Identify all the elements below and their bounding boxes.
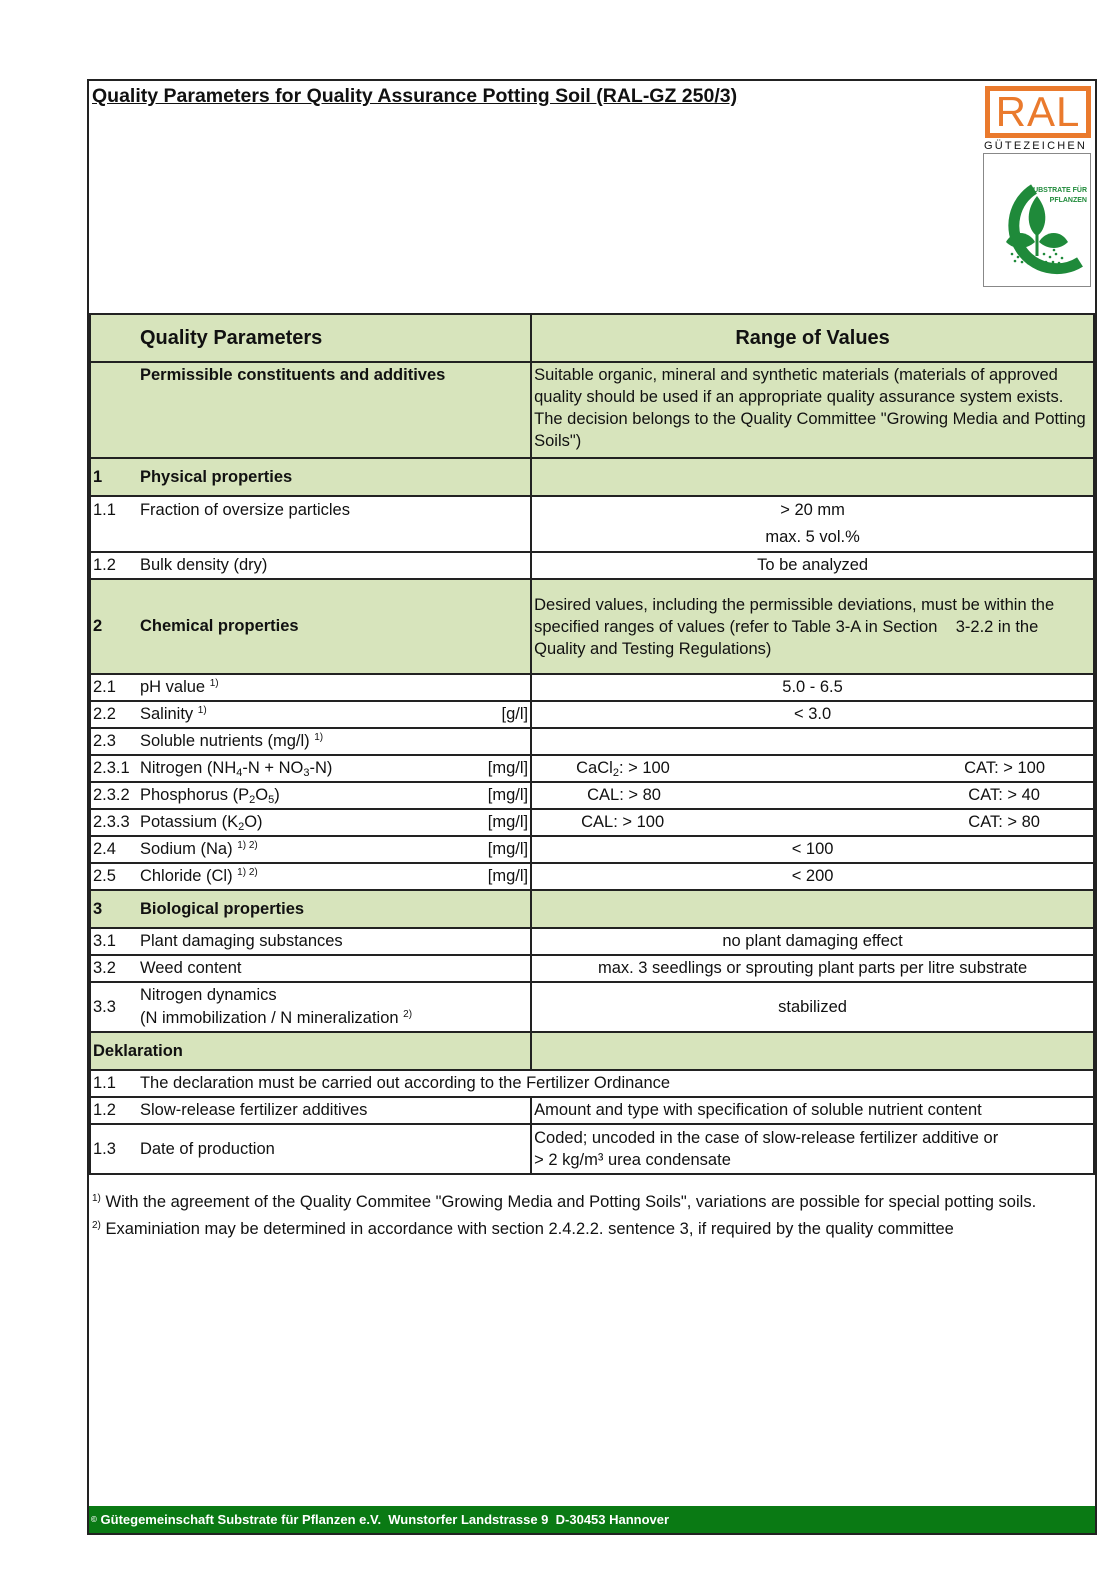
- table-row: [90, 362, 1094, 458]
- footer-bar: © Gütegemeinschaft Substrate für Pflanzen e.V. Wunstorfer Landstrasse 9 D-30453 Hannover: [89, 1506, 1095, 1533]
- section-declaration: Deklaration: [90, 1032, 1094, 1070]
- table-row: 1.2 Bulk density (dry) To be analyzed: [90, 552, 1094, 579]
- svg-text:PFLANZEN: PFLANZEN: [1049, 197, 1087, 204]
- footer-address: Gütegemeinschaft Substrate für Pflanzen e.V. Wunstorfer Landstrasse 9 D-30453 Hannover: [96, 1512, 670, 1527]
- header-quality-parameters: Quality Parameters: [138, 314, 531, 362]
- logo-block: [983, 86, 1095, 287]
- table-row: 1.1 The declaration must be carried out according to the Fertilizer Ordinance: [90, 1070, 1094, 1097]
- table-row: 1.2 Slow-release fertilizer additives Amount and type with specification of soluble nutrient content: [90, 1097, 1094, 1124]
- table-row: 1.3 Date of production Coded; uncoded in the case of slow-release fertilizer additive or > 2 kg/m³ urea condensate: [90, 1124, 1094, 1174]
- constituents-label: Permissible constituents and additives: [138, 362, 531, 458]
- table-row: 2.2 Salinity $^{1)}$ [g/l] < 3.0: [90, 701, 1094, 728]
- table-row: 1.1 Fraction of oversize particles > 20 mm max. 5 vol.%: [90, 496, 1094, 552]
- table-row: 2.5 Chloride (Cl) $^{1) 2)}$ [mg/l] < 200: [90, 863, 1094, 890]
- section-chemical: 2 Chemical properties Desired values, including the permissible deviations, must be within the specified ranges of values (refer to Table 3-A in Section 3-2.2 in the Quality and Testing Regulations): [90, 579, 1094, 674]
- section-biological: 3 Biological properties: [90, 890, 1094, 928]
- guetezeichen-label: GÜTEZEICHEN: [984, 140, 1088, 152]
- document-title: Quality Parameters for Quality Assurance Potting Soil (RAL-GZ 250/3): [92, 85, 738, 107]
- ral-logo: RAL: [985, 86, 1091, 138]
- substrate-logo: [983, 153, 1091, 287]
- table-row: 2.3.1 Nitrogen $(NH_4-N + NO_3-N)$ [mg/l] CaCl$_2$: > 100 CAT: > 100: [90, 755, 1094, 782]
- svg-text:SUBSTRATE FÜR: SUBSTRATE FÜR: [1028, 187, 1087, 194]
- table-row: 3.2 Weed content max. 3 seedlings or sprouting plant parts per litre substrate: [90, 955, 1094, 982]
- plant-seal-icon: [984, 154, 1090, 286]
- table-row: 2.3.2 Phosphorus $(P_2O_5)$ [mg/l] CAL: > 80 CAT: > 40: [90, 782, 1094, 809]
- header-range-of-values: Range of Values: [531, 314, 1094, 362]
- table-header-row: [90, 314, 1094, 362]
- table-row: 3.1 Plant damaging substances no plant damaging effect: [90, 928, 1094, 955]
- section-physical: 1 Physical properties: [90, 458, 1094, 496]
- constituents-value: Suitable organic, mineral and synthetic materials (materials of approved quality should be used if an appropriate quality assurance system exists. The decision belongs to the Quality Committee "Growing Media and Potting Soils"): [531, 362, 1094, 458]
- quality-parameters-table: [89, 313, 1095, 1175]
- document-page: [87, 79, 1097, 1535]
- table-row: 3.3 Nitrogen dynamics (N immobilization / N mineralization $^{2)}$ stabilized: [90, 982, 1094, 1032]
- table-row: 2.3 Soluble nutrients (mg/l) $^{1)}$: [90, 728, 1094, 755]
- footnote-1: $^{1)}$ With the agreement of the Quality Commitee "Growing Media and Potting Soils", variations are possible for special potting soils.: [92, 1193, 1037, 1211]
- footnotes: [89, 1191, 1095, 1241]
- table-row: 2.4 Sodium (Na) $^{1) 2)}$ [mg/l] < 100: [90, 836, 1094, 863]
- footnote-2: $^{2)}$ Examiniation may be determined in accordance with section 2.4.2.2. sentence 3, if required by the quality committee: [92, 1220, 954, 1238]
- table-row: 2.1 pH value $^{1)}$ 5.0 - 6.5: [90, 674, 1094, 701]
- table-row: 2.3.3 Potassium $(K_2O)$ [mg/l] CAL: > 100 CAT: > 80: [90, 809, 1094, 836]
